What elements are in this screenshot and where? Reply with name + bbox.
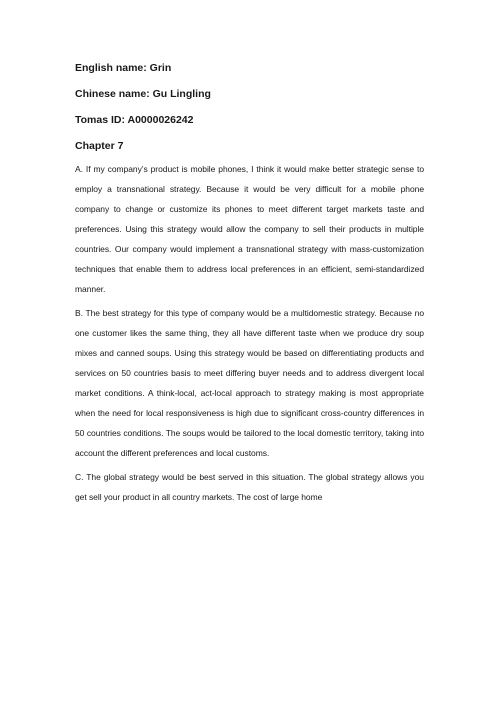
tomas-id-heading: Tomas ID: A0000026242 (75, 114, 194, 126)
chapter-heading: Chapter 7 (75, 140, 124, 152)
document-page (75, 62, 424, 511)
paragraph-b: B. The best strategy for this type of company would be a multidomestic strategy. Because no one customer likes the same thing, they all have different taste when we produce dry soup mixes and canned soups. Using this strategy would be based on differentiating products and services on 50 countries basis to meet differing buyer needs and to address divergent local market conditions. A think-local, act-local approach to strategy making is most appropriate when the need for local responsiveness is high due to significant cross-country differences in 50 countries conditions. The soups would be tailored to the local domestic territory, taking into account the different preferences and local customs. (75, 308, 424, 458)
paragraph-c: C. The global strategy would be best served in this situation. The global strategy allows you get sell your product in all country markets. The cost of large home (75, 472, 424, 502)
paragraph-a: A. If my company’s product is mobile phones, I think it would make better strategic sense to employ a transnational strategy. Because it would be very difficult for a mobile phone company to change or customize its phones to meet different target markets taste and preferences. Using this strategy would allow the company to sell their products in multiple countries. Our company would implement a transnational strategy with mass-customization techniques that enable them to address local preferences in an efficient, semi-standardized manner. (75, 164, 424, 294)
english-name-heading: English name: Grin (75, 62, 172, 74)
chinese-name-heading: Chinese name: Gu Lingling (75, 88, 211, 100)
